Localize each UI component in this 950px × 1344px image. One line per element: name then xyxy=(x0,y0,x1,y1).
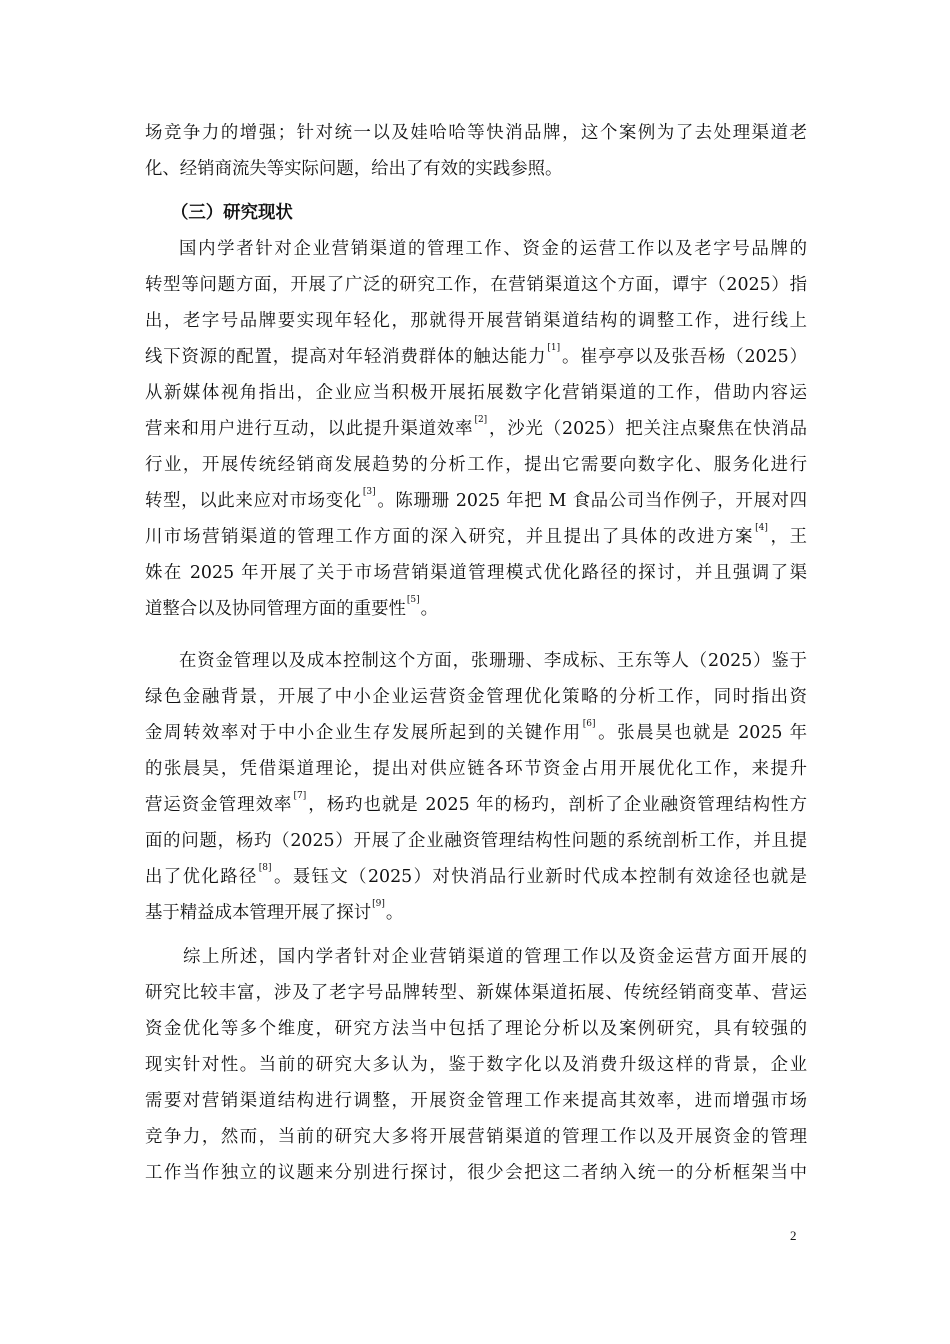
body-text-line: 竞争力，然而，当前的研究大多将开展营销渠道的管理工作以及开展资金的管理 xyxy=(145,1127,807,1147)
body-text-line: 基于精益成本管理开展了探讨[9]。 xyxy=(145,899,404,923)
page-number: 2 xyxy=(790,1228,797,1243)
body-text-line: 需要对营销渠道结构进行调整，开展资金管理工作来提高其效率，进而增强市场 xyxy=(145,1091,807,1111)
citation-ref: [7] xyxy=(293,791,307,801)
citation-ref: [5] xyxy=(406,595,420,605)
body-text-line: 综上所述，国内学者针对企业营销渠道的管理工作以及资金运营方面开展的 xyxy=(183,947,807,967)
body-text-line: 面的问题，杨玓（2025）开展了企业融资管理结构性问题的系统剖析工作，并且提 xyxy=(145,831,807,851)
citation-ref: [4] xyxy=(755,523,768,533)
body-text-line: 行业，开展传统经销商发展趋势的分析工作，提出它需要向数字化、服务化进行 xyxy=(145,455,807,475)
body-text-line: 现实针对性。当前的研究大多认为，鉴于数字化以及消费升级这样的背景，企业 xyxy=(145,1055,807,1075)
citation-ref: [2] xyxy=(474,415,488,425)
body-text-line: 线下资源的配置，提高对年轻消费群体的触达能力[1]。崔亭亭以及张吾杨（2025） xyxy=(145,343,807,367)
citation-ref: [1] xyxy=(547,343,561,353)
citation-ref: [8] xyxy=(258,863,272,873)
citation-ref: [6] xyxy=(582,719,596,729)
body-text-line: 转型等问题方面，开展了广泛的研究工作，在营销渠道这个方面，谭宇（2025）指 xyxy=(145,275,807,295)
citation-ref: [3] xyxy=(362,487,376,497)
body-text-line: 绿色金融背景，开展了中小企业运营资金管理优化策略的分析工作，同时指出资 xyxy=(145,687,807,707)
section-heading: （三）研究现状 xyxy=(171,203,293,223)
body-text-line: 资金优化等多个维度，研究方法当中包括了理论分析以及案例研究，具有较强的 xyxy=(145,1019,807,1039)
body-text-line: 场竞争力的增强；针对统一以及娃哈哈等快消品牌，这个案例为了去处理渠道老 xyxy=(145,123,807,143)
body-text-line: 川市场营销渠道的管理工作方面的深入研究，并且提出了具体的改进方案[4]，王 xyxy=(145,523,807,547)
body-text-line: 从新媒体视角指出，企业应当积极开展拓展数字化营销渠道的工作，借助内容运 xyxy=(145,383,807,403)
body-text-line: 营来和用户进行互动，以此提升渠道效率[2]，沙光（2025）把关注点聚焦在快消品 xyxy=(145,415,807,439)
body-text-line: 化、经销商流失等实际问题，给出了有效的实践参照。 xyxy=(145,159,563,179)
body-text-line: 出，老字号品牌要实现年轻化，那就得开展营销渠道结构的调整工作，进行线上 xyxy=(145,311,807,331)
body-text-line: 国内学者针对企业营销渠道的管理工作、资金的运营工作以及老字号品牌的 xyxy=(179,239,807,259)
citation-ref: [9] xyxy=(372,899,385,909)
body-text-line: 道整合以及协同管理方面的重要性[5]。 xyxy=(145,595,439,619)
body-text-line: 营运资金管理效率[7]，杨玓也就是 2025 年的杨玓，剖析了企业融资管理结构性方 xyxy=(145,791,807,815)
body-text-line: 工作当作独立的议题来分别进行探讨，很少会把这二者纳入统一的分析框架当中 xyxy=(145,1163,807,1183)
body-text-line: 的张晨昊，凭借渠道理论，提出对供应链各环节资金占用开展优化工作，来提升 xyxy=(145,759,807,779)
body-text-line: 在资金管理以及成本控制这个方面，张珊珊、李成标、王东等人（2025）鉴于 xyxy=(179,651,807,671)
body-text-line: 金周转效率对于中小企业生存发展所起到的关键作用[6]。张晨昊也就是 2025 年 xyxy=(145,719,807,743)
body-text-line: 转型，以此来应对市场变化[3]。陈珊珊 2025 年把 M 食品公司当作例子，开展对四 xyxy=(145,487,807,511)
body-text-line: 出了优化路径[8]。聂钰文（2025）对快消品行业新时代成本控制有效途径也就是 xyxy=(145,863,807,887)
body-text-line: 姝在 2025 年开展了关于市场营销渠道管理模式优化路径的探讨，并且强调了渠 xyxy=(145,563,807,583)
body-text-line: 研究比较丰富，涉及了老字号品牌转型、新媒体渠道拓展、传统经销商变革、营运 xyxy=(145,983,807,1003)
